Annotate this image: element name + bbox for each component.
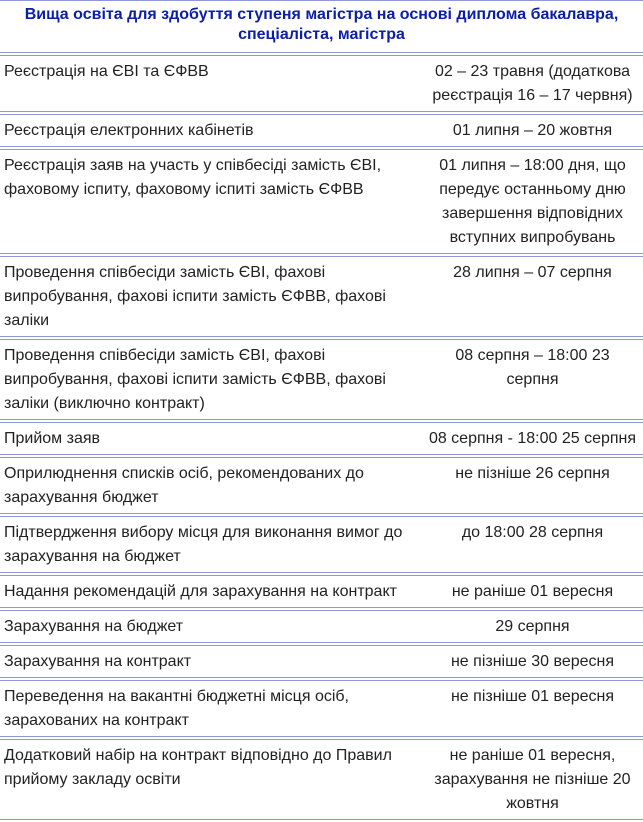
table-header: Вища освіта для здобуття ступеня магістра на основі диплома бакалавра, спеціаліста, магістра xyxy=(0,0,643,53)
table-row xyxy=(0,55,643,112)
event-cell: Реєстрація на ЄВІ та ЄФВВ xyxy=(0,55,422,112)
event-cell: Зарахування на контракт xyxy=(0,645,422,678)
table-row xyxy=(0,645,643,678)
table-row xyxy=(0,114,643,147)
table-row xyxy=(0,516,643,573)
date-cell: не пізніше 01 вересня xyxy=(422,680,643,737)
table-row xyxy=(0,575,643,608)
date-cell: не пізніше 26 серпня xyxy=(422,457,643,514)
date-cell: не раніше 01 вересня xyxy=(422,575,643,608)
date-cell: 08 серпня – 18:00 23 серпня xyxy=(422,339,643,420)
date-cell: 28 липня – 07 серпня xyxy=(422,256,643,337)
date-cell: 01 липня – 18:00 дня, що передує останньому дню завершення відповідних вступних випробувань xyxy=(422,149,643,254)
table-row xyxy=(0,339,643,420)
event-cell: Додатковий набір на контракт відповідно до Правил прийому закладу освіти xyxy=(0,739,422,820)
event-cell: Підтвердження вибору місця для виконання вимог до зарахування на бюджет xyxy=(0,516,422,573)
event-cell: Переведення на вакантні бюджетні місця осіб, зарахованих на контракт xyxy=(0,680,422,737)
table-row xyxy=(0,256,643,337)
date-cell: 29 серпня xyxy=(422,610,643,643)
event-cell: Проведення співбесіди замість ЄВІ, фахові випробування, фахові іспити замість ЄФВВ, фахові заліки (виключно контракт) xyxy=(0,339,422,420)
table-row xyxy=(0,457,643,514)
date-cell: до 18:00 28 серпня xyxy=(422,516,643,573)
table-row xyxy=(0,610,643,643)
date-cell: не раніше 01 вересня, зарахування не пізніше 20 жовтня xyxy=(422,739,643,820)
table-header-row xyxy=(0,0,643,53)
event-cell: Реєстрація заяв на участь у співбесіді замість ЄВІ, фаховому іспиту, фаховому іспиті замість ЄФВВ xyxy=(0,149,422,254)
date-cell: не пізніше 30 вересня xyxy=(422,645,643,678)
table-row xyxy=(0,422,643,455)
event-cell: Реєстрація електронних кабінетів xyxy=(0,114,422,147)
table-row xyxy=(0,739,643,820)
date-cell: 02 – 23 травня (додаткова реєстрація 16 – 17 червня) xyxy=(422,55,643,112)
table-row xyxy=(0,680,643,737)
event-cell: Оприлюднення списків осіб, рекомендованих до зарахування бюджет xyxy=(0,457,422,514)
date-cell: 08 серпня - 18:00 25 серпня xyxy=(422,422,643,455)
event-cell: Прийом заяв xyxy=(0,422,422,455)
event-cell: Проведення співбесіди замість ЄВІ, фахові випробування, фахові іспити замість ЄФВВ, фахові заліки xyxy=(0,256,422,337)
event-cell: Зарахування на бюджет xyxy=(0,610,422,643)
table-row xyxy=(0,149,643,254)
event-cell: Надання рекомендацій для зарахування на контракт xyxy=(0,575,422,608)
date-cell: 01 липня – 20 жовтня xyxy=(422,114,643,147)
